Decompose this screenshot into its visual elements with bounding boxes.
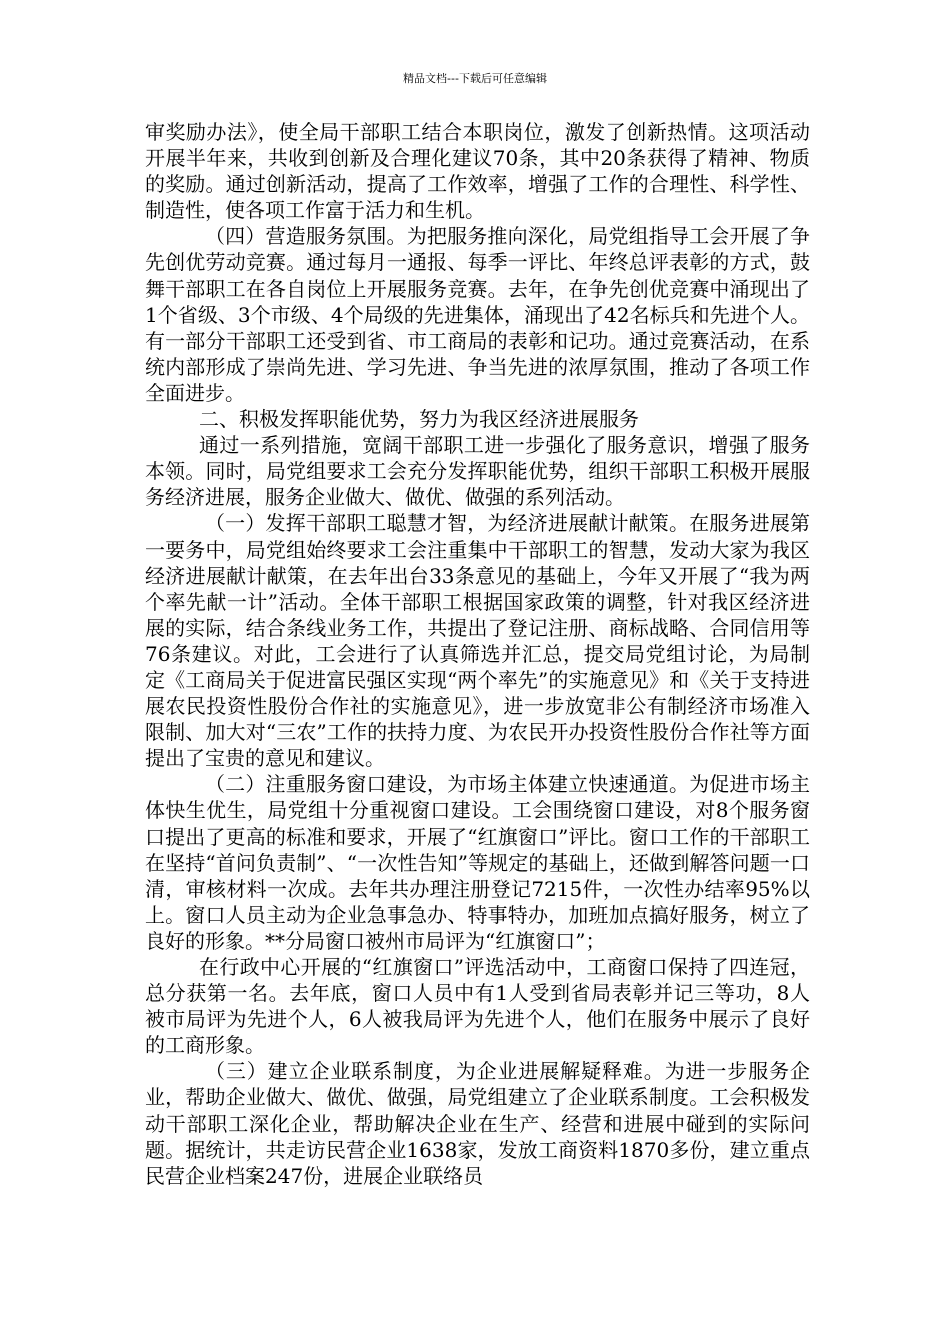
paragraph: 在行政中心开展的“红旗窗口”评选活动中，工商窗口保持了四连冠，总分获第一名。去年底，窗口人员中有1人受到省局表彰并记三等功，8人被市局评为先进个人，6人被我局评为先进个人，他们在服务中展示了良好的工商形象。 — [145, 955, 810, 1058]
paragraph: （二）注重服务窗口建设，为市场主体建立快速通道。为促进市场主体快生优生，局党组十分重视窗口建设。工会围绕窗口建设，对8个服务窗口提出了更高的标准和要求，开展了“红旗窗口”评比。窗口工作的干部职工在坚持“首问负责制”、“一次性告知”等规定的基础上，还做到解答问题一口清，审核材料一次成。去年共办理注册登记7215件，一次性办结率95%以上。窗口人员主动为企业急事急办、特事特办，加班加点搞好服务，树立了良好的形象。**分局窗口被州市局评为“红旗窗口”； — [145, 772, 810, 953]
paragraph: 通过一系列措施，宽阔干部职工进一步强化了服务意识，增强了服务本领。同时，局党组要求工会充分发挥职能优势，组织干部职工积极开展服务经济进展，服务企业做大、做优、做强的系列活动。 — [145, 433, 810, 510]
paragraph: 审奖励办法》，使全局干部职工结合本职岗位，激发了创新热情。这项活动开展半年来，共收到创新及合理化建议70条，其中20条获得了精神、物质的奖励。通过创新活动，提高了工作效率，增强了工作的合理性、科学性、制造性，使各项工作富于活力和生机。 — [145, 120, 810, 223]
paragraph: （三）建立企业联系制度，为企业进展解疑释难。为进一步服务企业，帮助企业做大、做优、做强，局党组建立了企业联系制度。工会积极发动干部职工深化企业，帮助解决企业在生产、经营和进展中碰到的实际问题。据统计，共走访民营企业1638家，发放工商资料1870多份，建立重点民营企业档案247份，进展企业联络员 — [145, 1059, 810, 1188]
paragraph: （四）营造服务氛围。为把服务推向深化，局党组指导工会开展了争先创优劳动竞赛。通过每月一通报、每季一评比、年终总评表彰的方式，鼓舞干部职工在各自岗位上开展服务竞赛。去年，在争先创优竞赛中涌现出了1个省级、3个市级、4个局级的先进集体，涌现出了42名标兵和先进个人。有一部分干部职工还受到省、市工商局的表彰和记功。通过竞赛活动，在系统内部形成了崇尚先进、学习先进、争当先进的浓厚氛围，推动了各项工作全面进步。 — [145, 224, 810, 405]
document-body — [145, 119, 810, 1189]
section-heading: 二、积极发挥职能优势，努力为我区经济进展服务 — [199, 407, 639, 432]
paragraph: （一）发挥干部职工聪慧才智，为经济进展献计献策。在服务进展第一要务中，局党组始终要求工会注重集中干部职工的智慧，发动大家为我区经济进展献计献策，在去年出台33条意见的基础上，今年又开展了“我为两个率先献一计”活动。全体干部职工根据国家政策的调整，针对我区经济进展的实际，结合条线业务工作，共提出了登记注册、商标战略、合同信用等76条建议。对此，工会进行了认真筛选并汇总，提交局党组讨论，为局制定《工商局关于促进富民强区实现“两个率先”的实施意见》和《关于支持进展农民投资性股份合作社的实施意见》，进一步放宽非公有制经济市场准入限制、加大对“三农”工作的扶持力度、为农民开办投资性股份合作社等方面提出了宝贵的意见和建议。 — [145, 511, 810, 771]
page-header: 精品文档---下载后可任意编辑 — [403, 72, 547, 85]
